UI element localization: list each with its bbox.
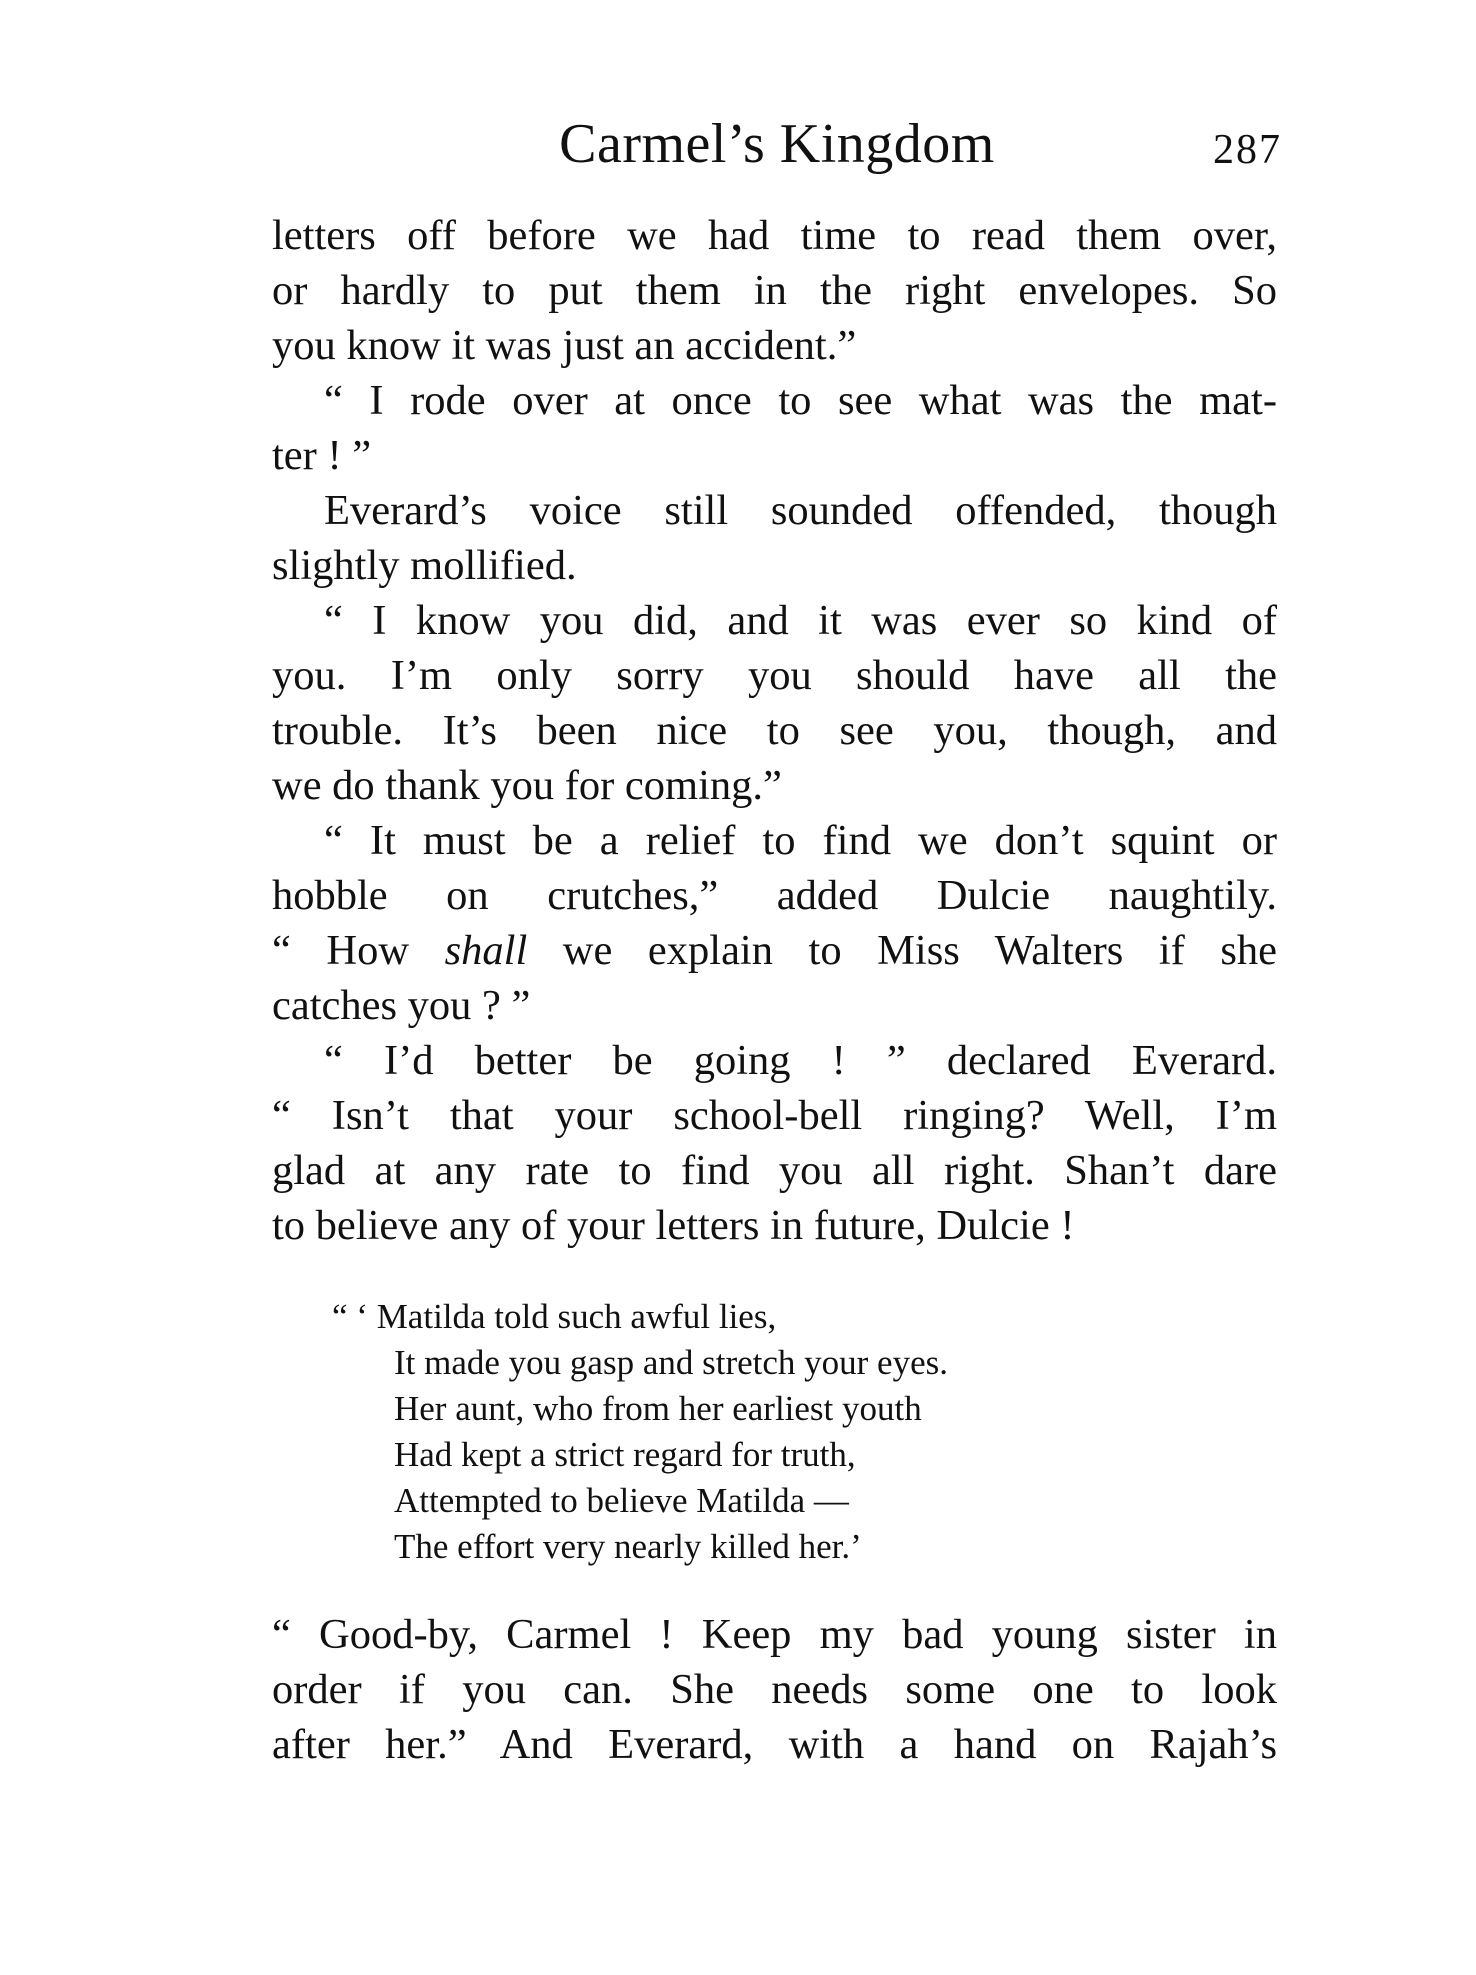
emphasized-word: shall bbox=[444, 927, 528, 974]
text-line: you. I’m only sorry you should have all the bbox=[272, 652, 1277, 699]
page-number: 287 bbox=[1213, 127, 1282, 173]
text-line: trouble. It’s been nice to see you, though, and bbox=[272, 707, 1277, 754]
verse-quotation bbox=[332, 1294, 1232, 1570]
verse-line: The effort very nearly killed her.’ bbox=[394, 1527, 862, 1566]
text-line: letters off before we had time to read them over, bbox=[272, 212, 1277, 259]
running-title: Carmel’s Kingdom bbox=[559, 113, 995, 175]
verse-line: “ ‘ Matilda told such awful lies, bbox=[332, 1297, 777, 1336]
text-line: after her.” And Everard, with a hand on Rajah’s bbox=[272, 1721, 1277, 1768]
text-line: slightly mollified. bbox=[272, 542, 577, 589]
text-fragment: “ How bbox=[272, 927, 410, 974]
text-line: or hardly to put them in the right envelopes. So bbox=[272, 267, 1277, 314]
text-line: glad at any rate to find you all right. Shan’t dare bbox=[272, 1147, 1277, 1194]
verse-line: Had kept a strict regard for truth, bbox=[394, 1435, 856, 1474]
text-line-with-emphasis bbox=[272, 923, 1277, 978]
running-head bbox=[272, 108, 1282, 180]
text-fragment: we explain to Miss Walters if she bbox=[562, 927, 1278, 974]
text-line: “ I’d better be going ! ” declared Everard. bbox=[324, 1037, 1277, 1084]
text-line: Everard’s voice still sounded offended, though bbox=[324, 487, 1277, 534]
text-line: catches you ? ” bbox=[272, 982, 531, 1029]
text-line: we do thank you for coming.” bbox=[272, 762, 782, 809]
text-line: “ Isn’t that your school-bell ringing? Well, I’m bbox=[272, 1092, 1277, 1139]
text-line: “ I rode over at once to see what was the mat- bbox=[324, 377, 1277, 424]
text-line: you know it was just an accident.” bbox=[272, 322, 857, 369]
verse-line: Attempted to believe Matilda — bbox=[394, 1481, 849, 1520]
text-line: hobble on crutches,” added Dulcie naughtily. bbox=[272, 872, 1277, 919]
verse-line: It made you gasp and stretch your eyes. bbox=[394, 1343, 949, 1382]
passage-one bbox=[272, 208, 1277, 1253]
text-line: “ It must be a relief to find we don’t squint or bbox=[324, 817, 1277, 864]
verse-line: Her aunt, who from her earliest youth bbox=[394, 1389, 922, 1428]
passage-two bbox=[272, 1607, 1277, 1772]
text-line: order if you can. She needs some one to look bbox=[272, 1666, 1277, 1713]
text-line: to believe any of your letters in future, Dulcie ! bbox=[272, 1202, 1075, 1249]
text-line: ter ! ” bbox=[272, 432, 372, 479]
text-line: “ I know you did, and it was ever so kind of bbox=[324, 597, 1277, 644]
text-line: “ Good-by, Carmel ! Keep my bad young sister in bbox=[272, 1611, 1277, 1658]
